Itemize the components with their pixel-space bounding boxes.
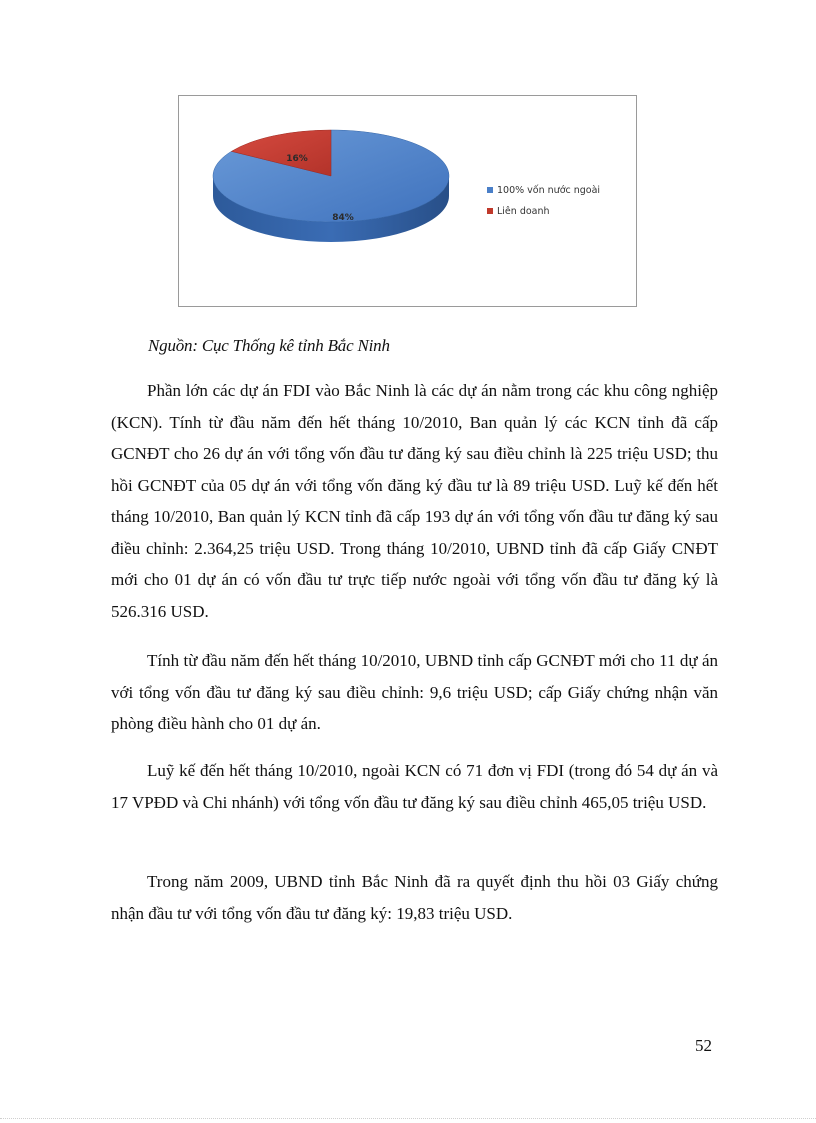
legend-label-2: Liên doanh xyxy=(497,206,550,217)
paragraph-1: Phần lớn các dự án FDI vào Bắc Ninh là các dự án nằm trong các khu công nghiệp (KCN). Tính từ đầu năm đến hết tháng 10/2010, Ban quản lý các KCN tỉnh đã cấp GCNĐT cho 26 dự án với tổng vốn đầu tư đăng ký sau điều chỉnh là 225 triệu USD; thu hồi GCNĐT của 05 dự án với tổng vốn đăng ký đầu tư là 89 triệu USD. Luỹ kế đến hết tháng 10/2010, Ban quản lý KCN tỉnh đã cấp 193 dự án với tổng vốn đầu tư đăng ký sau điều chỉnh: 2.364,25 triệu USD. Trong tháng 10/2010, UBND tỉnh đã cấp Giấy CNĐT mới cho 01 dự án có vốn đầu tư trực tiếp nước ngoài với tổng vốn đầu tư đăng ký là 526.316 USD. xyxy=(111,381,718,621)
page-number: 52 xyxy=(695,1036,712,1055)
source-caption: Nguồn: Cục Thống kê tỉnh Bắc Ninh xyxy=(148,336,390,355)
slice-label-2: 16% xyxy=(286,154,308,164)
legend-label-1: 100% vốn nước ngoài xyxy=(497,185,601,196)
pie-chart-frame xyxy=(178,95,637,307)
paragraph-4: Trong năm 2009, UBND tỉnh Bắc Ninh đã ra quyết định thu hồi 03 Giấy chứng nhận đầu tư với tổng vốn đầu tư đăng ký: 19,83 triệu USD. xyxy=(111,872,718,923)
legend-swatch-1 xyxy=(487,187,493,193)
bottom-divider xyxy=(0,1118,816,1119)
paragraph-3: Luỹ kế đến hết tháng 10/2010, ngoài KCN có 71 đơn vị FDI (trong đó 54 dự án và 17 VPĐD và Chi nhánh) với tổng vốn đầu tư đăng ký sau điều chỉnh 465,05 triệu USD. xyxy=(111,761,718,812)
paragraph-2: Tính từ đầu năm đến hết tháng 10/2010, UBND tỉnh cấp GCNĐT mới cho 11 dự án với tổng vốn đầu tư đăng ký sau điều chỉnh: 9,6 triệu USD; cấp Giấy chứng nhận văn phòng điều hành cho 01 dự án. xyxy=(111,651,718,733)
pie-chart xyxy=(179,96,638,308)
legend-swatch-2 xyxy=(487,208,493,214)
slice-label-1: 84% xyxy=(332,213,354,223)
